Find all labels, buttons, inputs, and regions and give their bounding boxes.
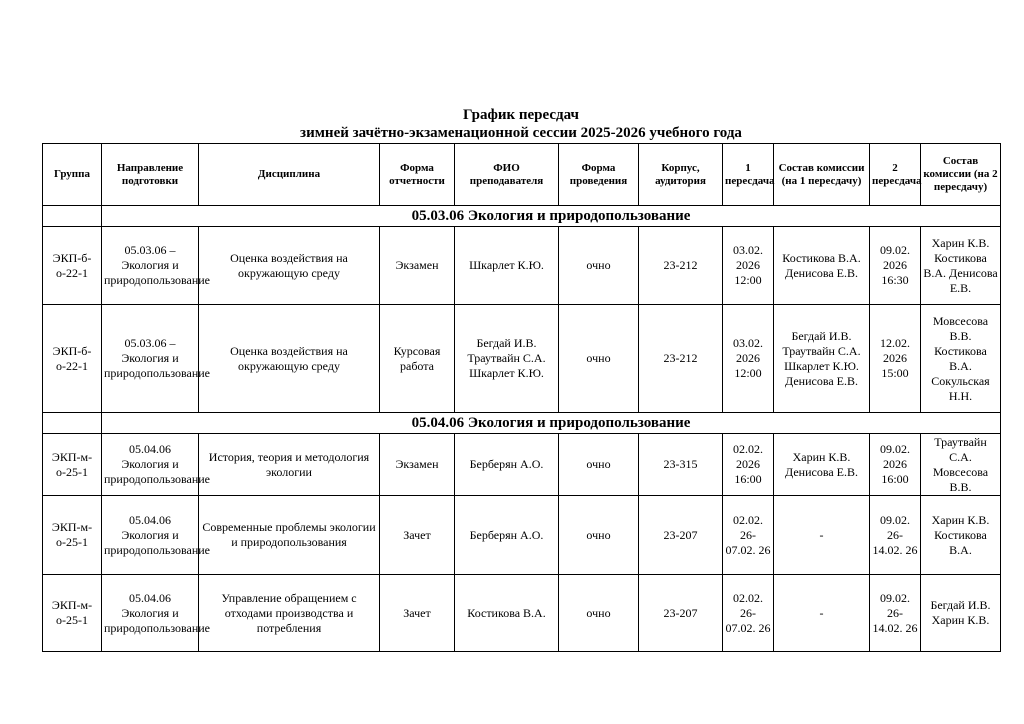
cell-commission-1: - xyxy=(774,575,870,652)
section-spacer xyxy=(43,413,102,434)
document-title xyxy=(42,106,1000,142)
cell-commission-1: Бегдай И.В. Траутвайн С.А. Шкарлет К.Ю. Денисова Е.В. xyxy=(774,305,870,413)
retake-schedule-table xyxy=(42,143,1001,652)
cell-retake-1: 03.02. 2026 12:00 xyxy=(723,305,774,413)
cell-commission-1: Харин К.В. Денисова Е.В. xyxy=(774,434,870,496)
cell-retake-1: 03.02. 2026 12:00 xyxy=(723,227,774,305)
cell-group: ЭКП-б-о-22-1 xyxy=(43,305,102,413)
cell-group: ЭКП-м-о-25-1 xyxy=(43,434,102,496)
cell-teacher: Костикова В.А. xyxy=(455,575,559,652)
table-row xyxy=(43,496,1001,575)
cell-direction: 05.04.06 Экология и природопользование xyxy=(102,434,199,496)
cell-building: 23-212 xyxy=(639,305,723,413)
cell-report-form: Курсовая работа xyxy=(380,305,455,413)
cell-conduct-form: очно xyxy=(559,434,639,496)
cell-teacher: Шкарлет К.Ю. xyxy=(455,227,559,305)
section-header-row xyxy=(43,413,1001,434)
cell-retake-2: 09.02. 2026 16:00 xyxy=(870,434,921,496)
header-retake-2: 2 пересдача xyxy=(870,144,921,206)
header-report-form: Форма отчетности xyxy=(380,144,455,206)
cell-conduct-form: очно xyxy=(559,496,639,575)
cell-report-form: Экзамен xyxy=(380,434,455,496)
header-teacher: ФИО преподавателя xyxy=(455,144,559,206)
cell-direction: 05.03.06 – Экология и природопользование xyxy=(102,305,199,413)
header-direction: Направление подготовки xyxy=(102,144,199,206)
cell-building: 23-207 xyxy=(639,496,723,575)
cell-commission-2: Бегдай И.В. Харин К.В. xyxy=(921,575,1001,652)
header-group: Группа xyxy=(43,144,102,206)
cell-direction: 05.04.06 Экология и природопользование xyxy=(102,496,199,575)
table-row xyxy=(43,305,1001,413)
cell-report-form: Зачет xyxy=(380,575,455,652)
cell-direction: 05.03.06 – Экология и природопользование xyxy=(102,227,199,305)
cell-retake-2: 09.02. 26- 14.02. 26 xyxy=(870,496,921,575)
cell-report-form: Зачет xyxy=(380,496,455,575)
section-spacer xyxy=(43,206,102,227)
cell-commission-1: - xyxy=(774,496,870,575)
cell-retake-2: 09.02. 2026 16:30 xyxy=(870,227,921,305)
cell-building: 23-315 xyxy=(639,434,723,496)
cell-commission-2: Харин К.В. Костикова В.А. Денисова Е.В. xyxy=(921,227,1001,305)
table-row xyxy=(43,575,1001,652)
header-discipline: Дисциплина xyxy=(199,144,380,206)
cell-commission-1: Костикова В.А. Денисова Е.В. xyxy=(774,227,870,305)
cell-building: 23-207 xyxy=(639,575,723,652)
cell-retake-2: 12.02. 2026 15:00 xyxy=(870,305,921,413)
header-building: Корпус, аудитория xyxy=(639,144,723,206)
cell-commission-2: Харин К.В. Костикова В.А. xyxy=(921,496,1001,575)
header-retake-1: 1 пересдача xyxy=(723,144,774,206)
cell-discipline: Оценка воздействия на окружающую среду xyxy=(199,227,380,305)
title-line-1: График пересдач xyxy=(463,107,579,123)
cell-discipline: Современные проблемы экологии и природопользования xyxy=(199,496,380,575)
title-line-2: зимней зачётно-экзаменационной сессии 2025-2026 учебного года xyxy=(300,125,742,141)
cell-retake-1: 02.02. 26- 07.02. 26 xyxy=(723,575,774,652)
cell-retake-1: 02.02. 26- 07.02. 26 xyxy=(723,496,774,575)
section-title: 05.03.06 Экология и природопользование xyxy=(102,206,1001,227)
cell-group: ЭКП-м-о-25-1 xyxy=(43,496,102,575)
cell-teacher: Бегдай И.В. Траутвайн С.А. Шкарлет К.Ю. xyxy=(455,305,559,413)
table-row xyxy=(43,434,1001,496)
section-header-row xyxy=(43,206,1001,227)
header-conduct-form: Форма проведения xyxy=(559,144,639,206)
cell-discipline: Управление обращением с отходами производства и потребления xyxy=(199,575,380,652)
header-commission-1: Состав комиссии (на 1 пересдачу) xyxy=(774,144,870,206)
table-row xyxy=(43,227,1001,305)
cell-report-form: Экзамен xyxy=(380,227,455,305)
header-commission-2: Состав комиссии (на 2 пересдачу) xyxy=(921,144,1001,206)
section-title: 05.04.06 Экология и природопользование xyxy=(102,413,1001,434)
cell-discipline: История, теория и методология экологии xyxy=(199,434,380,496)
cell-direction: 05.04.06 Экология и природопользование xyxy=(102,575,199,652)
cell-conduct-form: очно xyxy=(559,305,639,413)
cell-teacher: Берберян А.О. xyxy=(455,496,559,575)
cell-retake-2: 09.02. 26- 14.02. 26 xyxy=(870,575,921,652)
cell-group: ЭКП-б-о-22-1 xyxy=(43,227,102,305)
cell-teacher: Берберян А.О. xyxy=(455,434,559,496)
cell-group: ЭКП-м-о-25-1 xyxy=(43,575,102,652)
header-row xyxy=(43,144,1001,206)
cell-commission-2: Траутвайн С.А. Мовсесова В.В. xyxy=(921,434,1001,496)
cell-conduct-form: очно xyxy=(559,227,639,305)
cell-building: 23-212 xyxy=(639,227,723,305)
cell-conduct-form: очно xyxy=(559,575,639,652)
cell-discipline: Оценка воздействия на окружающую среду xyxy=(199,305,380,413)
cell-retake-1: 02.02. 2026 16:00 xyxy=(723,434,774,496)
cell-commission-2: Мовсесова В.В. Костикова В.А. Сокульская Н.Н. xyxy=(921,305,1001,413)
